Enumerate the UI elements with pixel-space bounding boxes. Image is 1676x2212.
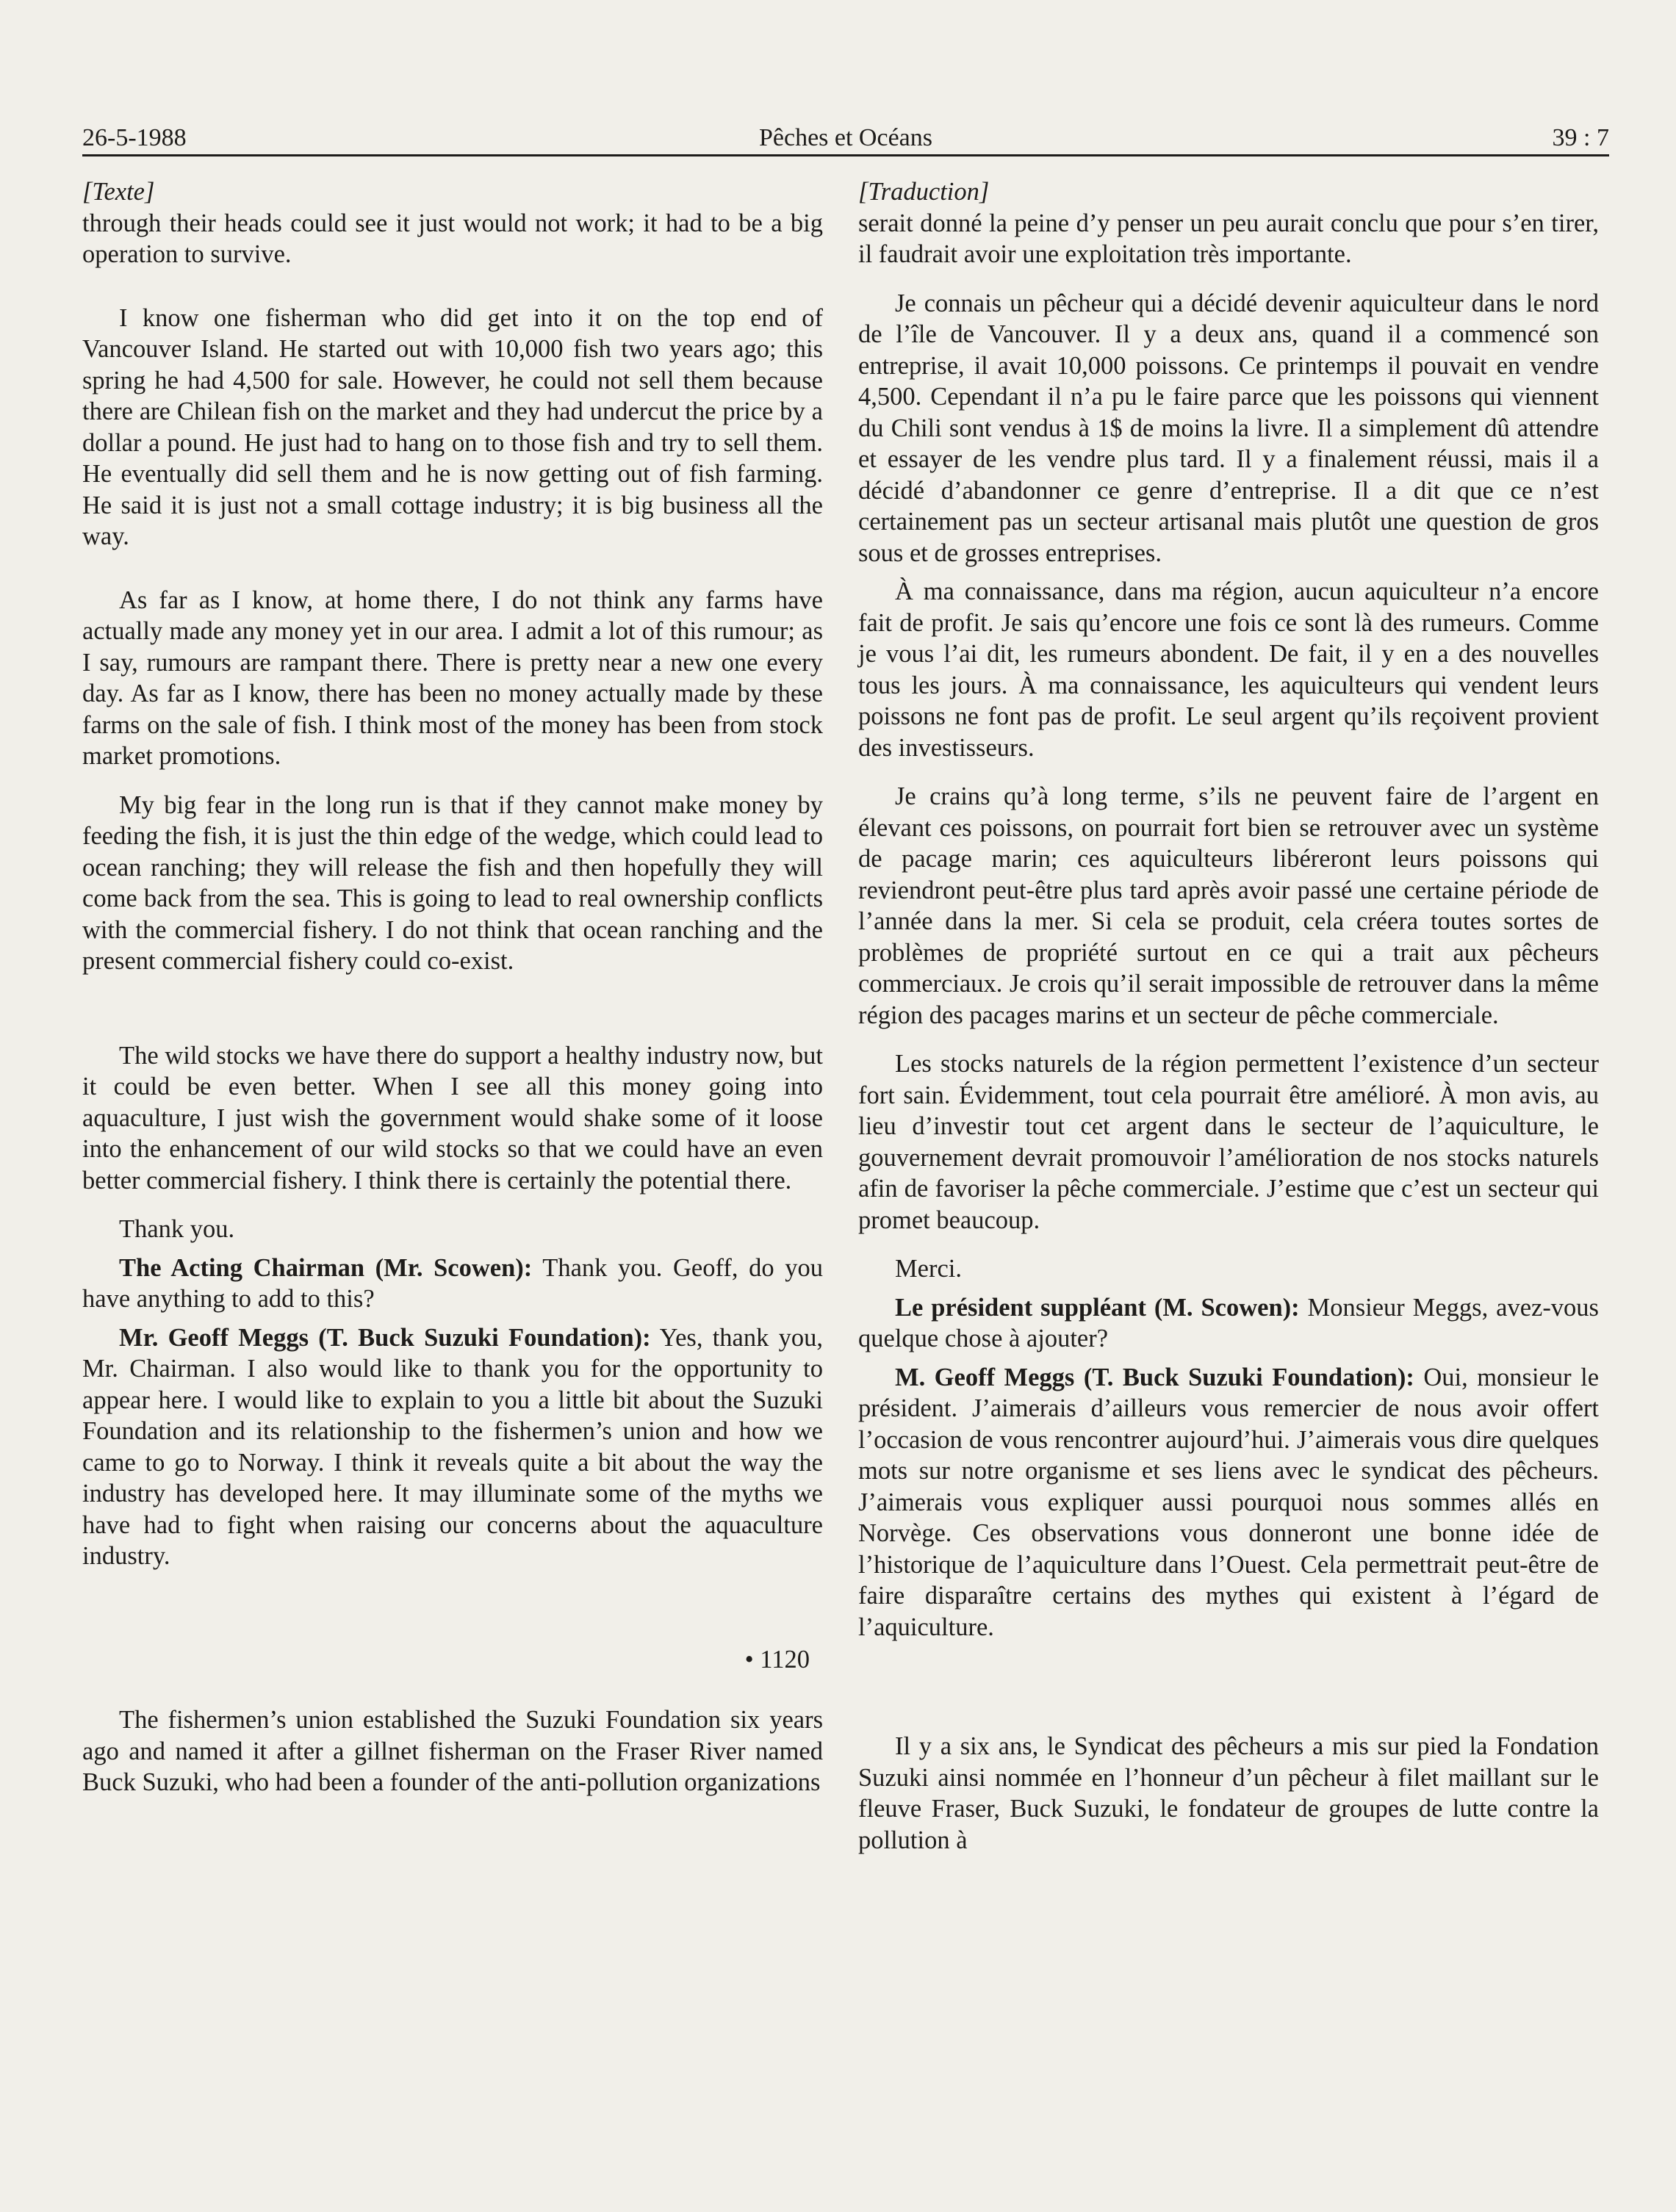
page-header <box>82 122 1609 154</box>
paragraph: Thank you. <box>119 1215 235 1243</box>
paragraph: As far as I know, at home there, I do not think any farms have actually made any money yet in our area. I admit a lot of this rumour; as I say, rumours are rampant there. There is pretty near a new one every day. As far as I know, there has been no money actually made by these farms on the sale of fish. I think most of the money has been from stock market promotions. <box>82 586 823 770</box>
translation-label: [Traduction] <box>858 178 990 206</box>
header-title: Pêches et Océans <box>758 124 932 151</box>
time-marker: • 1120 <box>744 1645 810 1674</box>
speaker-name: M. Geoff Meggs (T. Buck Suzuki Foundation): <box>895 1363 1414 1391</box>
paragraph: through their heads could see it just would not work; it had to be a big operation to survive. <box>82 209 823 268</box>
header-rule <box>82 154 1609 156</box>
paragraph: My big fear in the long run is that if they cannot make money by feeding the fish, it is just the thin edge of the wedge, which could lead to ocean ranching; they will release the fish and then hopefully they will come back from the sea. This is going to lead to real ownership conflicts with the commercial fishery. I do not think that ocean ranching and the present commercial fishery could co-exist. <box>82 790 823 975</box>
speaker-name: Le président suppléant (M. Scowen): <box>895 1293 1300 1322</box>
paragraph: Les stocks naturels de la région permettent l’existence d’un secteur fort sain. Évidemment, tout cela pourrait être amélioré. À mon avis, au lieu d’investir tout cet argent dans le secteur de l’aquiculture, le gouvernement devrait promouvoir l’amélioration de nos stocks naturels afin de favoriser la pêche commerciale. J’estime que c’est un secteur qui promet beaucoup. <box>858 1050 1599 1234</box>
english-column <box>82 176 823 1798</box>
paragraph: I know one fisherman who did get into it on the top end of Vancouver Island. He started out with 10,000 fish two years ago; this spring he had 4,500 for sale. However, he could not sell them because there are Chilean fish on the market and they had undercut the price by a dollar a pound. He just had to hang on to those fish and try to sell them. He eventually did sell them and he is now getting out of fish farming. He said it is just not a small cottage industry; it is big business all the way. <box>82 303 823 550</box>
speech-text: Thank you. Geoff, do you have anything to add to this? <box>82 1253 823 1313</box>
paragraph: Je crains qu’à long terme, s’ils ne peuvent faire de l’argent en élevant ces poissons, on pourrait fort bien se retrouver avec un système de pacage marin; ces aquiculteurs libéreront leurs poissons qui reviendront peut-être plus tard après avoir passé une certaine période de l’année dans la mer. Si cela se produit, cela créera toutes sortes de problèmes de propriété surtout en ce qui a trait aux pêcheurs commerciaux. Je crois qu’il serait impossible de retrouver dans la même région des pacages marins et un secteur de pêche commerciale. <box>858 782 1599 1029</box>
speaker-paragraph <box>82 1253 823 1315</box>
header-date: 26-5-1988 <box>82 124 187 151</box>
paragraph: Il y a six ans, le Syndicat des pêcheurs a mis sur pied la Fondation Suzuki ainsi nommée en l’honneur d’un pêcheur à filet maillant sur le fleuve Fraser, Buck Suzuki, le fondateur de groupes de lutte contre la pollution à <box>858 1732 1599 1854</box>
speech-text: Oui, monsieur le président. J’aimerais d’ailleurs vous remercier de nous avoir offert l’occasion de vous rencontrer aujourd’hui. J’aimerais vous dire quelques mots sur notre organisme et ses liens avec le syndicat des pêcheurs. J’aimerais vous expliquer aussi pourquoi nous sommes allés en Norvège. Ces observations vous donneront une bonne idée de l’historique de l’aquiculture dans l’Ouest. Cela permettrait peut-être de faire disparaître certains des mythes qui existent à l’égard de l’aquiculture. <box>858 1363 1600 1641</box>
speaker-name: Mr. Geoff Meggs (T. Buck Suzuki Foundation): <box>119 1323 651 1352</box>
speech-text: Monsieur Meggs, avez-vous quelque chose à ajouter? <box>858 1293 1599 1352</box>
paragraph: serait donné la peine d’y penser un peu aurait conclu que pour s’en tirer, il faudrait avoir une exploitation très importante. <box>858 209 1599 268</box>
speaker-name: The Acting Chairman (Mr. Scowen): <box>119 1253 533 1282</box>
speaker-paragraph <box>82 1322 823 1572</box>
paragraph: The fishermen’s union established the Suzuki Foundation six years ago and named it after a gillnet fisherman on the Fraser River named Buck Suzuki, who had been a founder of the anti-pollution organizations <box>82 1706 823 1796</box>
paragraph: Merci. <box>895 1255 963 1283</box>
speaker-paragraph <box>858 1362 1599 1643</box>
speech-text: Yes, thank you, Mr. Chairman. I also would like to thank you for the opportunity to appear here. I would like to explain to you a little bit about the Suzuki Foundation and its relationship to the fishermen’s union and how we came to go to Norway. I think it reveals quite a bit about the way the industry has developed here. It may illuminate some of the myths we have had to fight when raising our concerns about the aquaculture industry. <box>82 1323 824 1570</box>
paragraph: À ma connaissance, dans ma région, aucun aquiculteur n’a encore fait de profit. Je sais qu’encore une fois ce sont là des rumeurs. Comme je vous l’ai dit, les rumeurs abondent. De fait, il y en a des nouvelles tous les jours. À ma connaissance, les aquiculteurs qui vendent leurs poissons ne font pas de profit. Le seul argent qu’ils reçoivent provient des investisseurs. <box>858 577 1599 762</box>
paragraph: Je connais un pêcheur qui a décidé devenir aquiculteur dans le nord de l’île de Vancouver. Il y a deux ans, quand il a commencé son entreprise, il avait 10,000 poissons. Ce printemps il pouvait en vendre 4,500. Cependant il n’a pu le faire parce que les poissons qui viennent du Chili sont vendus à 1$ de moins la livre. Il a simplement dû attendre et essayer de les vendre plus tard. Il y a finalement réussi, mais il a décidé d’abandonner ce genre d’entreprise. Il a dit que ce n’est certainement pas un secteur artisanal mais plutôt une question de gros sous et de grosses entreprises. <box>858 289 1599 567</box>
french-column <box>858 176 1599 1856</box>
header-page-number: 39 : 7 <box>1552 124 1609 151</box>
speaker-paragraph <box>858 1292 1599 1355</box>
paragraph: The wild stocks we have there do support a healthy industry now, but it could be even better. When I see all this money going into aquaculture, I just wish the government would shake some of it loose into the enhancement of our wild stocks so that we could have an even better commercial fishery. I think there is certainly the potential there. <box>82 1041 823 1195</box>
text-label: [Texte] <box>82 178 155 206</box>
